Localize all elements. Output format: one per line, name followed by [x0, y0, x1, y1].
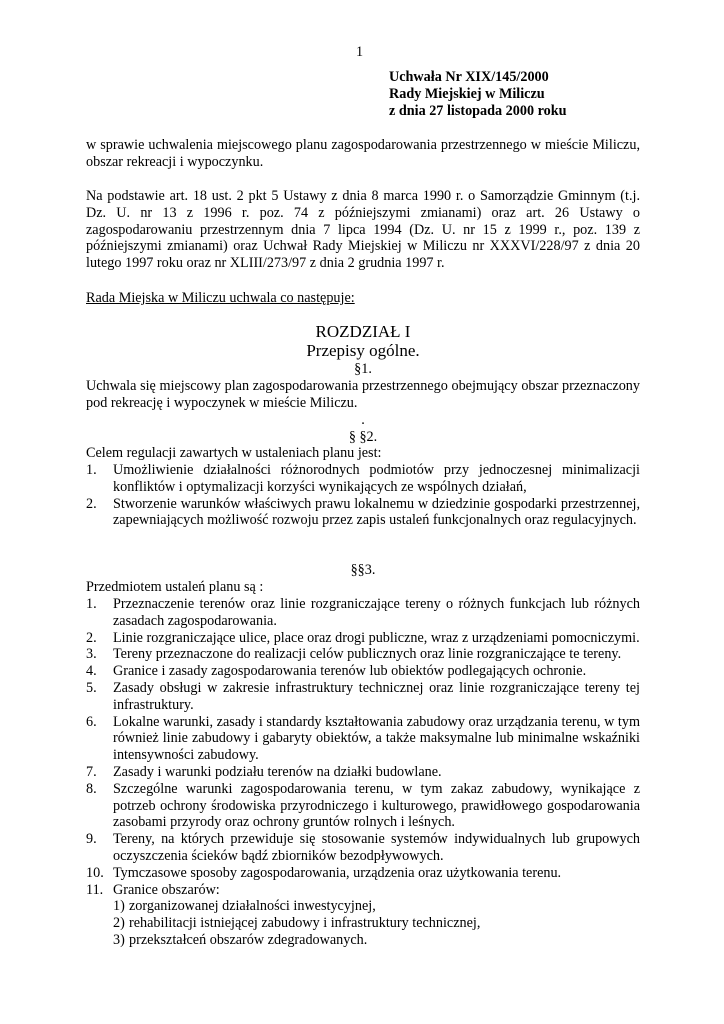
- section-1-text: Uchwala się miejscowy plan zagospodarowania przestrzennego obejmujący obszar przeznaczony pod rekreację i wypoczynek w mieście Miliczu.: [86, 378, 640, 411]
- subject-paragraph: w sprawie uchwalenia miejscowego planu zagospodarowania przestrzennego w mieście Miliczu, obszar rekreacji i wypoczynku.: [86, 137, 640, 170]
- list-item: 9. Tereny, na których przewiduje się stosowanie systemów indywidualnych lub grupowych oczyszczenia ścieków bądź zbiorników bezodpływowych.: [86, 831, 640, 864]
- list-item: 1. Przeznaczenie terenów oraz linie rozgraniczające tereny o różnych funkcjach lub różnych zasadach zagospodarowania.: [86, 596, 640, 629]
- sub-list-item: 3) przekształceń obszarów zdegradowanych.: [113, 931, 368, 948]
- list-item: 8. Szczególne warunki zagospodarowania terenu, w tym zakaz zabudowy, wynikające z potrzeb ochrony środowiska przyrodniczego i kulturowego, prawidłowego gospodarowania zasobami przyrody oraz ochrony gruntów rolnych i leśnych.: [86, 780, 640, 831]
- list-item: 10. Tymczasowe sposoby zagospodarowania, urządzenia oraz użytkowania terenu.: [86, 864, 562, 881]
- chapter-subtitle: Przepisy ogólne.: [306, 341, 420, 360]
- list-item: 1. Umożliwienie działalności różnorodnych podmiotów przy jednoczesnej minimalizacji konfliktów i optymalizacji korzyści wynikających ze wspólnych działań,: [86, 462, 640, 495]
- sub-list-item: 2) rehabilitacji istniejącej zabudowy i infrastruktury technicznej,: [113, 915, 481, 932]
- list-item: 2. Stworzenie warunków właściwych prawu lokalnemu w dziedzinie gospodarki przestrzennej, zapewniających możliwość rozwoju przez zapis ustaleń funkcjonalnych oraz regulacyjnych.: [86, 495, 640, 529]
- chapter-heading: [86, 322, 640, 360]
- list-item: 5. Zasady obsługi w zakresie infrastruktury technicznej oraz linie rozgraniczające tereny tej infrastruktury.: [86, 679, 640, 713]
- page-number: 1: [356, 44, 364, 60]
- chapter-title: ROZDZIAŁ I: [315, 322, 411, 341]
- list-item: 6. Lokalne warunki, zasady i standardy kształtowania zabudowy oraz urządzania terenu, w tym również linie zabudowy i gabaryty obiektów, a także maksymalne lub minimalne wskaźniki intensywności zabudowy.: [86, 713, 640, 764]
- section-3-list: [86, 596, 640, 949]
- section-1-dot: .: [361, 412, 365, 428]
- list-item: 11. Granice obszarów:: [86, 881, 220, 898]
- section-3-intro: Przedmiotem ustaleń planu są :: [86, 579, 264, 595]
- list-item: 2. Linie rozgraniczające ulice, place oraz drogi publiczne, wraz z urządzeniami pomocniczymi.: [86, 629, 640, 646]
- resolution-council: Rady Miejskiej w Miliczu: [389, 85, 545, 102]
- resolution-number: Uchwała Nr XIX/145/2000: [389, 69, 549, 85]
- resolves-line: Rada Miejska w Miliczu uchwala co następuje:: [86, 290, 355, 306]
- section-1-label: §1.: [354, 361, 372, 377]
- list-item: 3. Tereny przeznaczone do realizacji celów publicznych oraz linie rozgraniczające te tereny.: [86, 646, 622, 663]
- section-2-label: § §2.: [348, 429, 378, 445]
- resolution-date: z dnia 27 listopada 2000 roku: [389, 102, 567, 119]
- sub-list-item: 1) zorganizowanej działalności inwestycyjnej,: [113, 898, 376, 915]
- resolution-header: [389, 69, 567, 119]
- section-3-label: §§3.: [350, 562, 376, 578]
- list-item: 7. Zasady i warunki podziału terenów na działki budowlane.: [86, 763, 442, 780]
- legal-basis-paragraph: Na podstawie art. 18 ust. 2 pkt 5 Ustawy z dnia 8 marca 1990 r. o Samorządzie Gminnym (t.j. Dz. U. nr 13 z 1996 r. poz. 74 z późniejszymi zmianami) oraz art. 26 Ustawy o zagospodarowaniu przestrzennym dnia 7 lipca 1994 (Dz. U. nr 15 z 1999 r., poz. 139 z późniejszymi zmianami) oraz Uchwał Rady Miejskiej w Miliczu nr XXXVI/228/97 z dnia 20 lutego 1997 roku oraz nr XLIII/273/97 z dnia 2 grudnia 1997 r.: [86, 188, 640, 272]
- section-2-intro: Celem regulacji zawartych w ustaleniach planu jest:: [86, 445, 382, 461]
- list-item: 4. Granice i zasady zagospodarowania terenów lub obiektów podlegających ochronie.: [86, 663, 587, 680]
- section-2-list: [86, 462, 640, 529]
